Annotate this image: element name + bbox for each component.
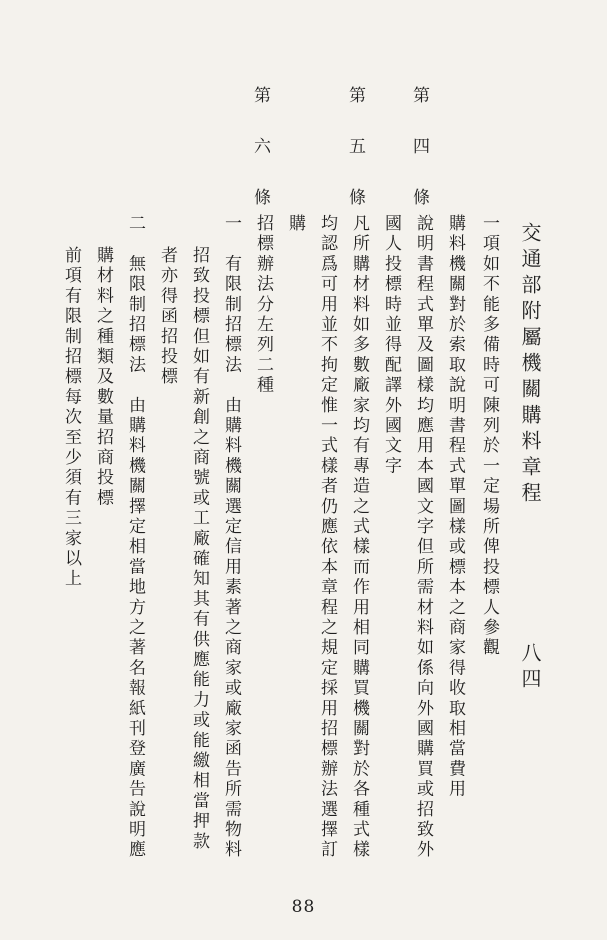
article-5-heading: 第五條: [345, 86, 365, 239]
text-column-13: 購材料之種類及數量招商投標: [93, 246, 113, 509]
article-4-heading: 第四條: [409, 86, 429, 239]
text-column-12: 二 無限制招標法 由購料機關擇定相當地方之著名報紙刊登廣告說明應: [125, 214, 145, 861]
text-column-1: 一項如不能多備時可陳列於一定場所俾投標人參觀: [479, 214, 499, 659]
text-column-11: 者亦得函招投標: [157, 246, 177, 388]
text-column-8: 招標辦法分左列二種: [253, 214, 273, 396]
text-column-3: 說明書程式單及圖樣均應用本國文字但所需材料如係向外國購買或招致外: [413, 214, 433, 861]
text-column-6: 均認爲可用並不拘定惟一式樣者仍應依本章程之規定採用招標辦法選擇訂: [317, 214, 337, 861]
running-title: 交通部附屬機關購料章程: [518, 222, 542, 508]
text-column-2: 購料機關對於索取說明書程式單圖樣或標本之商家得收取相當費用: [445, 214, 465, 800]
page-number: 88: [291, 897, 316, 917]
text-column-4: 國人投標時並得配譯外國文字: [381, 214, 401, 477]
text-column-14: 前項有限制招標每次至少須有三家以上: [61, 246, 81, 590]
folio-number: 八四: [518, 642, 542, 694]
text-column-9: 一 有限制招標法 由購料機關選定信用素著之商家或廠家函告所需物料: [221, 214, 241, 861]
text-column-5: 凡所購材料如多數廠家均有專造之式樣而作用相同購買機關對於各種式樣: [349, 214, 369, 861]
text-column-10: 招致投標但如有新創之商號或工廠確知其有供應能力或能繳相當押款: [189, 246, 209, 852]
article-6-heading: 第六條: [250, 86, 270, 239]
text-column-7: 購: [285, 214, 305, 235]
